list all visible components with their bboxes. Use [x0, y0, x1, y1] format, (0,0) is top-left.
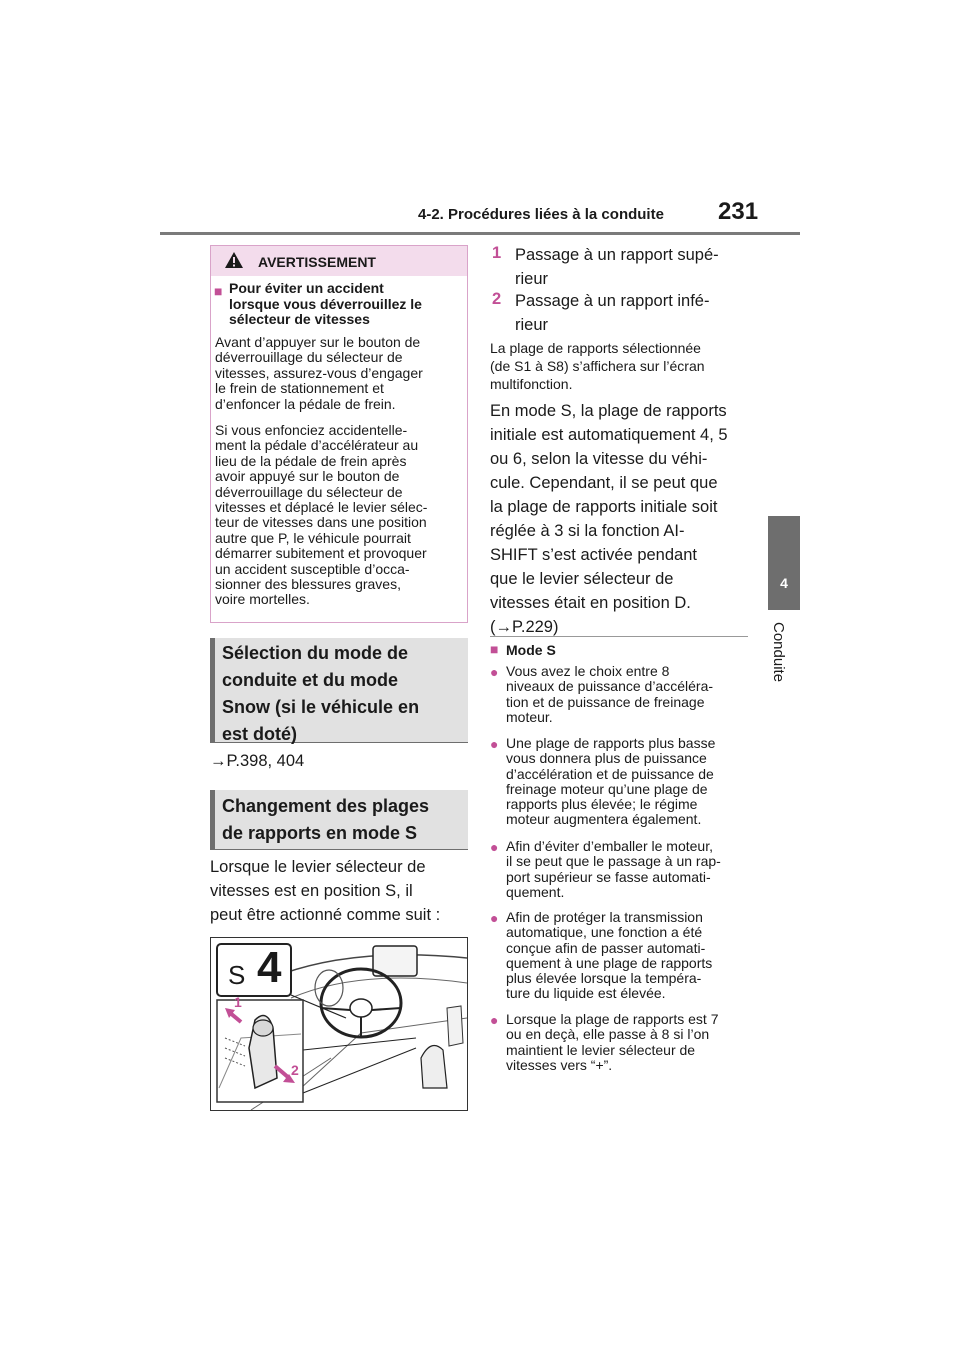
list-item: Une plage de rapports plus basse vous donnera plus de puissance d’accélération et de puissance de freinage moteur qu’une plage de rapports plus élevée; le régime moteur augmentera également. [506, 735, 716, 828]
circle-bullet-icon: ● [490, 736, 499, 752]
step-text: Passage à un rapport supé- rieur [515, 246, 719, 288]
header-section-title: 4-2. Procédures liées à la conduite [418, 206, 664, 223]
page-number: 231 [718, 198, 759, 225]
list-item: Afin d’éviter d’emballer le moteur, il se peut que le passage à un rap- port supérieur se fasse automati- quement. [506, 838, 721, 900]
shift-lever-illustration [211, 938, 467, 1110]
mode-s-title: Mode S [506, 642, 556, 658]
warning-subtitle: Pour éviter un accident lorsque vous déverrouillez le sélecteur de vitesses [229, 280, 422, 327]
mode-s-rule [490, 636, 748, 637]
circle-bullet-icon: ● [490, 1012, 499, 1028]
warning-paragraph-1: Avant d’appuyer sur le bouton de déverrouillage du sélecteur de vitesses, assurez-vous d’engager le frein de stationnement et d’enfoncer la pédale de frein. [215, 334, 423, 412]
chapter-tab [768, 516, 800, 610]
list-item: Afin de protéger la transmission automatique, une fonction a été conçue afin de passer automati- quement à une plage de rapports plus élevée lorsque la tempéra- ture du liquide est élevée. [506, 909, 713, 1002]
list-item: Lorsque la plage de rapports est 7 ou en deçà, elle passe à 8 si l’on maintient le levier sélecteur de vitesses vers “+”. [506, 1011, 719, 1073]
step-number: 2 [492, 290, 502, 308]
figure-callout-2: 2 [291, 1062, 299, 1078]
circle-bullet-icon: ● [490, 910, 499, 926]
warning-triangle-icon [224, 251, 244, 269]
circle-bullet-icon: ● [490, 839, 499, 855]
warning-paragraph-2: Si vous enfonciez accidentelle- ment la pédale d’accélérateur au lieu de la pédale de frein après avoir appuyé sur le bouton de déverrouillage du sélecteur de vitesses et déplacé le levier sélec- teur de vitesses dans une position autre que P, le véhicule pourrait démarrer subitement et provoquer un accident susceptible d’occa- sionner des blessures graves, voire mortelles. [215, 422, 428, 608]
step-number: 1 [492, 244, 502, 262]
step-text: Passage à un rapport infé- rieur [515, 292, 710, 334]
display-number: 4 [257, 943, 282, 992]
section-body: Lorsque le levier sélecteur de vitesses est en position S, il peut être actionné comme suit : [210, 858, 441, 924]
square-bullet-icon: ■ [214, 283, 223, 299]
list-item: Vous avez le choix entre 8 niveaux de puissance d’accéléra- tion et de puissance de freinage moteur. [506, 663, 714, 725]
warning-title: AVERTISSEMENT [258, 254, 376, 270]
square-bullet-icon: ■ [490, 641, 499, 657]
chapter-tab-number: 4 [780, 575, 788, 591]
section-heading-s-mode-text: Changement des plages de rapports en mode S [222, 796, 430, 843]
circle-bullet-icon: ● [490, 664, 499, 680]
header-rule [160, 232, 800, 235]
chapter-tab-label: Conduite [770, 622, 787, 683]
page-reference: →P.398, 404 [210, 752, 305, 770]
note-text: La plage de rapports sélectionnée (de S1 à S8) s’affichera sur l’écran multifonction. [490, 340, 705, 392]
display-letter: S [228, 960, 246, 990]
section-heading-drive-mode-text: Sélection du mode de conduite et du mode Snow (si le véhicule en est doté) [222, 643, 420, 744]
figure-callout-1: 1 [234, 994, 242, 1010]
s-mode-paragraph: En mode S, la plage de rapports initiale est automatiquement 4, 5 ou 6, selon la vitesse du véhi- cule. Cependant, il se peut que la plage de rapports initiale soit réglée à 3 si la fonction AI- SHIFT s’est activée pendant que le levier sélecteur de vitesses était en position D. (→P.229) [490, 402, 728, 636]
